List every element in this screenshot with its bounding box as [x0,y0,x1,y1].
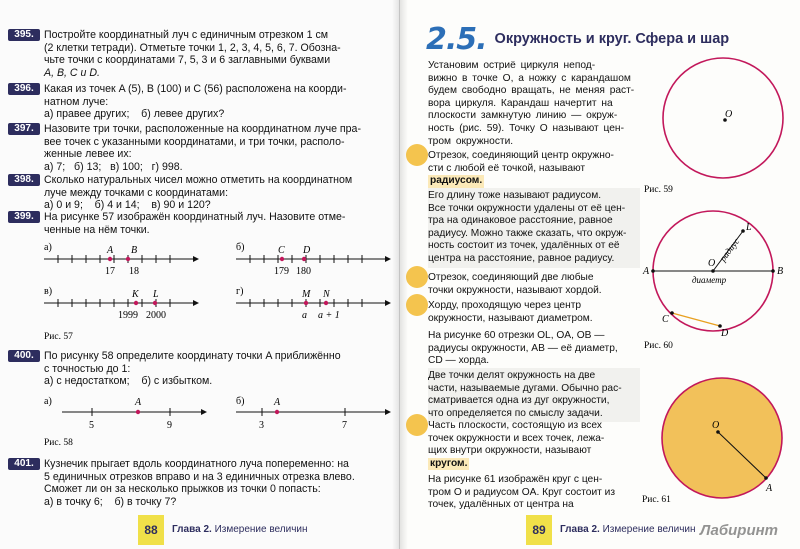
exercise-line: а) 0 и 9; б) 4 и 14; в) 90 и 120? [44,199,211,212]
point-label: L [153,289,159,300]
text-line: щих внутри окружности, называют [428,445,592,457]
text-line: точек, удалённых от центра на [428,499,574,511]
text-line: что определяется по смыслу задачи. [428,407,603,419]
text-line: части, называемые дугами. Обычно рас- [428,382,622,394]
circle-fig59 [663,58,783,178]
exercise-line: луче между точками с координатами: [44,186,229,199]
text-line: вора циркуля. Карандаш начертит на [428,97,613,109]
point-k [134,301,138,305]
text-line: сматривается одна из дуг окружности, [428,395,610,407]
point-label: A [135,397,142,408]
tick-label: 180 [296,266,311,277]
exercise-line: с точностью до 1: [44,362,131,375]
page-number: 89 [526,515,552,545]
page-number: 88 [138,515,164,545]
tick-label: 2000 [146,310,166,321]
tick-label: 17 [105,266,115,277]
text-line: Отрезок, соединяющий центр окружно- [428,150,614,161]
figure-58 [0,390,400,452]
exercise-398 [14,174,392,212]
definition-bullet [406,144,428,166]
tick-label: 179 [274,266,289,277]
point-label: A [766,483,773,494]
point-a [275,410,279,414]
text-line: будем свободно вращать, не меняя раст- [428,85,635,97]
chord-cd [672,313,720,326]
text-line: точки окружности, называют хордой. [428,284,602,296]
fig57-c-label: в) [44,286,53,297]
point-a [108,257,112,261]
point-label: D [721,328,729,339]
tick-label: 18 [129,266,139,277]
chapter-footer [560,524,696,535]
point-label: A [107,245,114,256]
watermark: Лабиринт [700,522,779,539]
exercise-line: На рисунке 57 изображён координатный луч. Назовите отме- [44,211,346,223]
definition-diameter [428,300,638,325]
point-label: O [708,258,716,269]
text-line: ность состоит из точек, удалённых от её [428,240,620,252]
text-line: ность (рис. 59). Точку O называют цен- [428,122,624,134]
exercise-number: 401. [8,458,40,470]
text-line: Хорду, проходящую через центр [428,300,582,311]
point-a [136,410,140,414]
center-label: O [725,109,733,120]
exercise-line: По рисунку 58 определите координату точки A приближённо [44,350,341,362]
point-label: B [131,245,138,256]
exercise-396 [14,83,392,121]
exercise-line: Сможет ли он за несколько прыжков из точки 0 попасть: [44,483,321,496]
definition-bullet [406,266,428,288]
text-line: сти с любой её точкой, называют [428,162,586,174]
exercise-line: ченные на нём точки. [44,223,150,236]
text-line: Отрезок, соединяющий две любые [428,272,594,283]
text-line: тра на одинаковое расстояние, равное [428,215,613,227]
exercise-line: а) в точку 6; б) в точку 7? [44,495,177,508]
point-label: C [278,245,285,256]
point-label: C [662,314,669,325]
point-b [126,257,130,261]
point-label: A [643,266,650,277]
exercise-395 [14,29,392,79]
chapter-title: Измерение величин [214,524,308,535]
text-line: тром O и радиусом OA. Круг состоит из [428,486,616,498]
fig57-a-label: а) [44,242,52,253]
book-fold [392,0,408,549]
point-label: D [303,245,311,256]
exercise-line: Постройте координатный луч с единичным отрезком 1 см [44,29,329,41]
fig57-caption: Рис. 57 [44,332,73,342]
text-line: На рисунке 61 изображён круг с цен- [428,474,603,485]
point-c [280,257,284,261]
exercise-line: натном луче: [44,95,109,108]
fig60-caption: Рис. 60 [644,341,673,351]
definition-bullet [406,414,428,436]
fig61-caption: Рис. 61 [642,495,671,505]
exercise-number: 396. [8,83,40,95]
point-d [302,257,306,261]
paragraph-intro [428,60,638,148]
tick-label: a [302,310,307,321]
fig57-d-label: г) [236,286,244,297]
chapter-title: Измерение величин [602,524,696,535]
fig58-b-label: б) [236,396,245,407]
exercise-line: а) с недостатком; б) с избытком. [44,375,213,388]
text-line: окружности, называют диаметром. [428,312,593,324]
radius-label: радиус [717,236,742,264]
text-line: точек окружности и всех точек, лежа- [428,432,605,444]
center-label: O [712,420,720,431]
point-label: M [302,289,311,300]
paragraph-arcs [428,370,638,420]
text-line: вижно в точке O, а ножку с карандашом [428,72,631,84]
definition-radius [428,150,638,188]
exercise-number: 398. [8,174,40,186]
exercise-line: чьте точки с координатами 7, 5, 3 и 6 заглавными буквами [44,54,331,67]
exercise-line: A, B, C и D. [44,66,100,79]
fig58-caption: Рис. 58 [44,438,73,448]
chapter-footer [172,524,308,535]
diameter-label: диаметр [692,275,727,285]
exercise-line: женные левее их: [44,148,132,161]
exercise-number: 395. [8,29,40,41]
text-line: На рисунке 60 отрезки OL, OA, OB — [428,330,605,341]
figure-57 [0,236,400,348]
exercise-line: а) 7; б) 13; в) 100; г) 998. [44,160,183,173]
text-line: Установим остриё циркуля непод- [428,60,596,71]
point-m [304,301,308,305]
exercise-line: Какая из точек A (5), B (100) и C (56) расположена на коорди- [44,83,347,95]
exercise-line: Сколько натуральных чисел можно отметить на координатном [44,174,353,186]
exercise-401 [14,458,392,508]
tick-label: 9 [167,420,172,431]
text-line: Его длину тоже называют радиусом. [428,190,602,201]
point-label: N [323,289,330,300]
fig59-caption: Рис. 59 [644,185,673,195]
exercise-397 [14,123,392,173]
fig58-a-label: а) [44,396,52,407]
paragraph-fig60 [428,330,638,368]
point-label: L [746,222,752,233]
term-radius: радиусом. [430,175,483,187]
text-line: тром окружности. [428,135,514,147]
text-line: CD — хорда. [428,355,490,367]
definition-chord [428,272,638,297]
term-disc: кругом. [430,457,468,469]
tick-label: a + 1 [318,310,340,321]
text-line: радиусу. Можно также сказать, что окруж- [428,227,627,239]
point-n [324,301,328,305]
point-label: K [132,289,139,300]
tick-label: 5 [89,420,94,431]
point-a [764,476,768,480]
exercise-number: 400. [8,350,40,362]
exercise-line: (2 клетки тетради). Отметьте точки 1, 2, 3, 4, 5, 6, 7. Обозна- [44,41,341,54]
text-line: Две точки делят окружность на две [428,370,596,381]
chapter-label: Глава 2. [172,524,212,535]
right-page [400,0,800,549]
exercise-number: 397. [8,123,40,135]
tick-label: 1999 [118,310,138,321]
paragraph-fig61 [428,474,638,512]
exercise-line: вее точек с указанными координатами, и три точки, располо- [44,135,345,148]
tick-label: 7 [342,420,347,431]
definition-bullet [406,294,428,316]
text-line: плоскости замкнутую линию — окруж- [428,110,618,122]
chapter-label: Глава 2. [560,524,600,535]
point-label: B [777,266,784,277]
exercise-line: а) правее других; б) левее других? [44,108,225,121]
exercise-400 [14,350,392,388]
text-line: центра на расстояние, равное радиусу. [428,252,615,264]
point-l [153,301,157,305]
exercise-number: 399. [8,211,40,223]
section-title: Окружность и круг. Сфера и шар [494,31,730,47]
text-line: Все точки окружности удалены от её цен- [428,202,626,214]
text-line: радиусы окружности, AB — её диаметр, [428,342,618,354]
fig57-b-label: б) [236,242,245,253]
point-label: A [274,397,281,408]
exercise-399 [14,211,392,236]
exercise-line: Кузнечик прыгает вдоль координатного луча попеременно: на [44,458,349,470]
exercise-line: Назовите три точки, расположенные на координатном луче пра- [44,123,361,135]
paragraph-radius [428,190,638,266]
text-line: Часть плоскости, состоящую из всех [428,420,602,431]
exercise-line: 5 единичных отрезков вправо и на 3 единичных отрезка влево. [44,470,355,483]
figures-column [640,40,800,510]
section-number: 2.5. [426,21,487,57]
tick-label: 3 [259,420,264,431]
disc-fig61 [662,378,782,498]
definition-disc [428,420,638,470]
